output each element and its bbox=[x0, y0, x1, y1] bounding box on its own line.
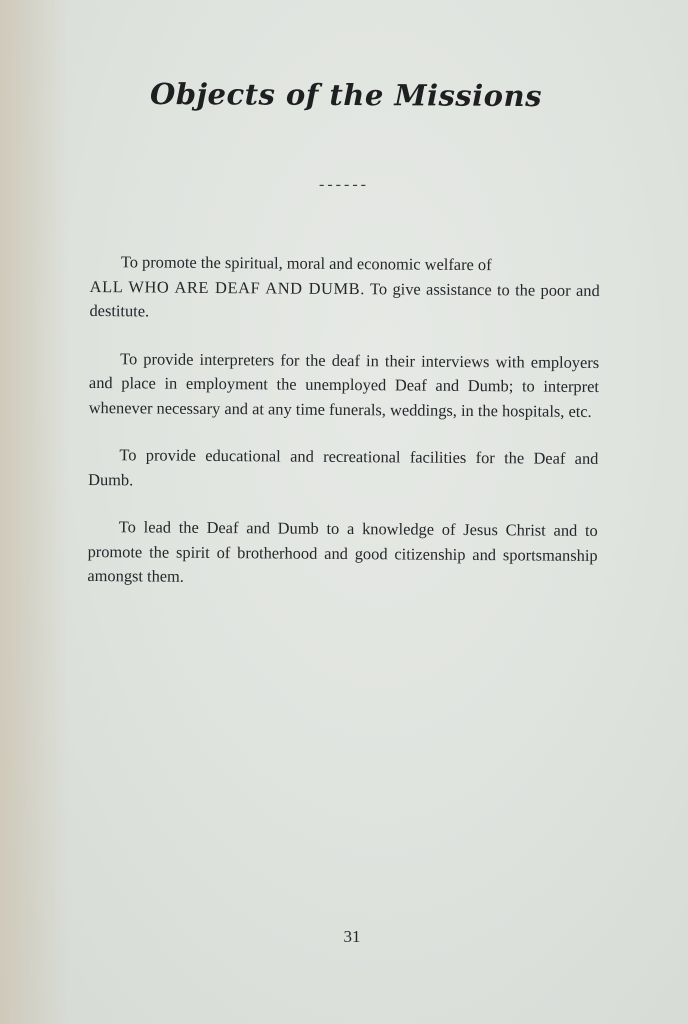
page-title: Objects of the Missions bbox=[149, 76, 543, 114]
paragraph-interpreters: To provide interpreters for the deaf in their interviews with employers and place in employment the unemployed Deaf and Dumb; to interpret whenever necessary and at any time funerals, weddings, in the hospitals, etc. bbox=[88, 348, 600, 421]
paragraph-welfare bbox=[89, 250, 600, 328]
objects-text bbox=[87, 250, 600, 615]
page-number: 31 bbox=[343, 927, 361, 946]
paragraph-welfare-lead: To promote the spiritual, moral and economic welfare of bbox=[120, 252, 492, 275]
paragraph-welfare-emphasis: ALL WHO ARE DEAF AND DUMB. bbox=[89, 276, 366, 298]
paragraph-knowledge: To lead the Deaf and Dumb to a knowledge of Jesus Christ and to promote the spirit of brotherhood and good citizenship and sportsmanship amongst them. bbox=[87, 517, 598, 586]
paragraph-facilities: To provide educational and recreational facilities for the Deaf and Dumb. bbox=[88, 445, 599, 489]
paragraph-welfare-rest: To give assistance to the poor and destitute. bbox=[89, 278, 600, 321]
title-separator: ------ bbox=[319, 176, 369, 193]
